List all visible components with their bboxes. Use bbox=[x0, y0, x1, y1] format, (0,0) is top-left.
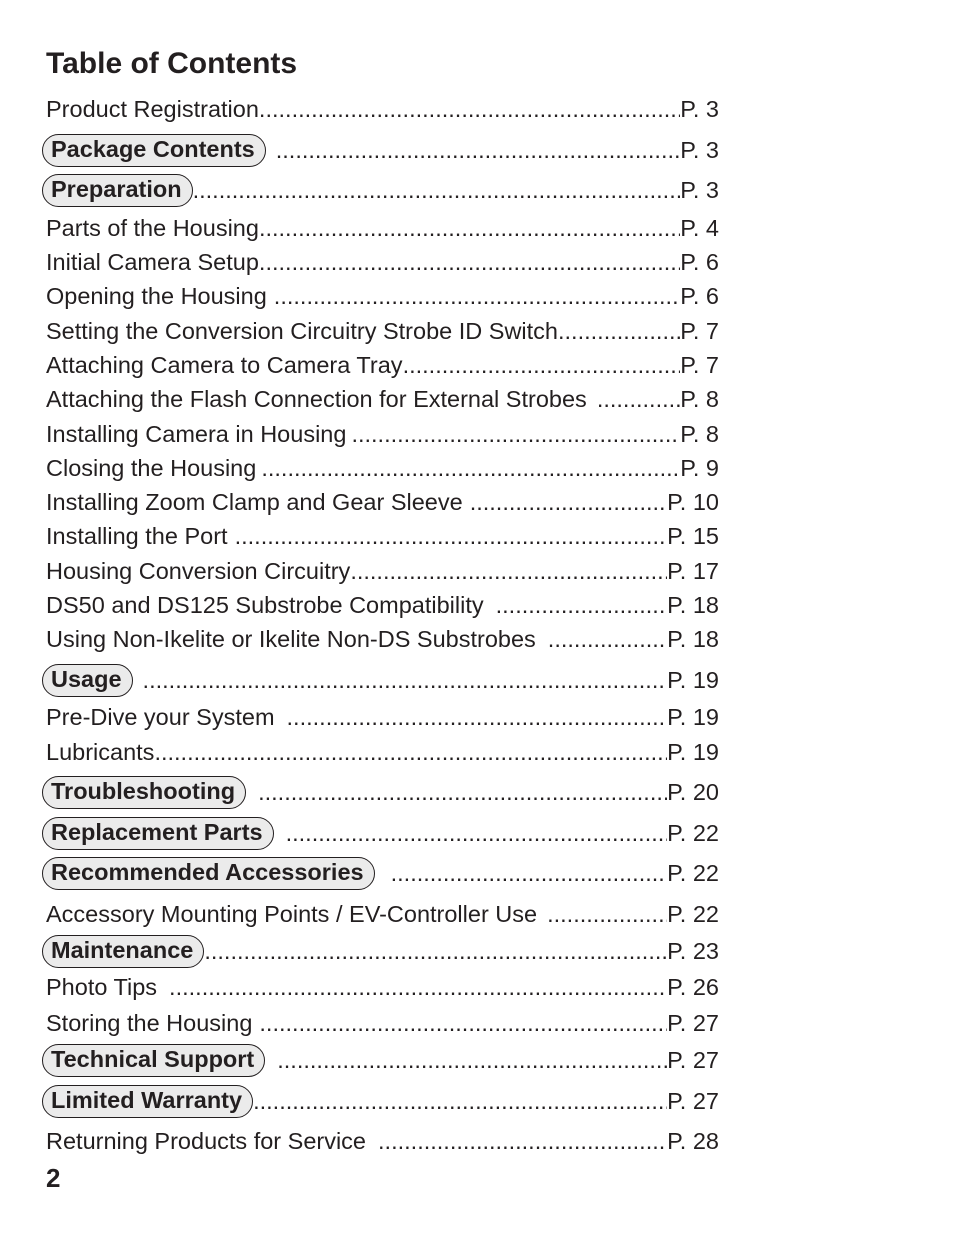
toc-entry-label: Accessory Mounting Points / EV-Controller Use bbox=[46, 900, 538, 927]
toc-entry-label: Closing the Housing bbox=[46, 454, 257, 481]
dot-leader bbox=[351, 421, 680, 448]
dot-leader bbox=[235, 523, 668, 550]
toc-entry-label: Installing Zoom Clamp and Gear Sleeve bbox=[46, 488, 463, 515]
page-number: 2 bbox=[46, 1163, 61, 1193]
toc-entry-page: P. 3 bbox=[680, 95, 719, 122]
toc-entry-lubricants[interactable] bbox=[46, 736, 719, 768]
toc-entry-page: P. 4 bbox=[680, 214, 719, 241]
dot-leader bbox=[470, 489, 667, 516]
toc-entry-page: P. 9 bbox=[680, 454, 719, 481]
toc-entry-label: Returning Products for Service bbox=[46, 1127, 367, 1154]
toc-entry-page: P. 10 bbox=[667, 488, 719, 515]
dot-leader bbox=[258, 779, 667, 806]
toc-entry-page: P. 23 bbox=[667, 937, 719, 964]
toc-entry-parts-of-the-housing[interactable] bbox=[46, 212, 719, 244]
dot-leader bbox=[287, 704, 668, 731]
toc-entry-installing-the-port[interactable] bbox=[46, 520, 719, 552]
toc-entry-page: P. 27 bbox=[667, 1046, 719, 1073]
toc-entry-storing-the-housing[interactable] bbox=[46, 1007, 719, 1039]
toc-entry-label: Attaching Camera to Camera Tray bbox=[46, 351, 403, 378]
dot-leader bbox=[253, 1088, 667, 1115]
toc-entry-page: P. 8 bbox=[680, 385, 719, 412]
toc-section-troubleshooting[interactable] bbox=[46, 776, 719, 808]
toc-section-usage[interactable] bbox=[46, 664, 719, 696]
toc-section-badge: Recommended Accessories bbox=[42, 857, 375, 890]
toc-entry-page: P. 22 bbox=[667, 859, 719, 886]
toc-section-replacement-parts[interactable] bbox=[46, 817, 719, 849]
toc-entry-page: P. 7 bbox=[680, 351, 719, 378]
toc-entry-page: P. 27 bbox=[667, 1009, 719, 1036]
dot-leader bbox=[548, 626, 667, 653]
dot-leader bbox=[193, 177, 681, 204]
dot-leader bbox=[259, 215, 680, 242]
toc-entry-page: P. 6 bbox=[680, 282, 719, 309]
toc-entry-page: P. 3 bbox=[680, 136, 719, 163]
toc-entry-label: Attaching the Flash Connection for External Strobes bbox=[46, 385, 587, 412]
toc-entry-installing-camera[interactable] bbox=[46, 418, 719, 450]
toc-section-technical-support[interactable] bbox=[46, 1044, 719, 1076]
page-title: Table of Contents bbox=[46, 47, 298, 80]
dot-leader bbox=[154, 739, 667, 766]
toc-entry-label: Photo Tips bbox=[46, 973, 158, 1000]
toc-entry-label: Setting the Conversion Circuitry Strobe ID Switch bbox=[46, 317, 558, 344]
toc-entry-page: P. 8 bbox=[680, 420, 719, 447]
toc-entry-label: Parts of the Housing bbox=[46, 214, 259, 241]
dot-leader bbox=[558, 318, 680, 345]
toc-entry-page: P. 6 bbox=[680, 248, 719, 275]
dot-leader bbox=[350, 558, 667, 585]
dot-leader bbox=[204, 938, 667, 965]
toc-entry-flash-connection[interactable] bbox=[46, 383, 719, 415]
toc-entry-label: Installing Camera in Housing bbox=[46, 420, 347, 447]
toc-entry-page: P. 22 bbox=[667, 819, 719, 846]
toc-entry-label: Product Registration bbox=[46, 95, 259, 122]
dot-leader bbox=[378, 1128, 667, 1155]
toc-section-badge: Limited Warranty bbox=[42, 1085, 253, 1118]
toc-section-preparation[interactable] bbox=[46, 174, 719, 206]
toc-entry-page: P. 28 bbox=[667, 1127, 719, 1154]
toc-section-badge: Maintenance bbox=[42, 935, 204, 968]
dot-leader bbox=[276, 137, 680, 164]
toc-entry-page: P. 17 bbox=[667, 557, 719, 584]
toc-entry-page: P. 26 bbox=[667, 973, 719, 1000]
dot-leader bbox=[277, 1047, 667, 1074]
dot-leader bbox=[597, 386, 680, 413]
toc-section-badge: Usage bbox=[42, 664, 133, 697]
toc-entry-photo-tips[interactable] bbox=[46, 971, 719, 1003]
toc-entry-strobe-id-switch[interactable] bbox=[46, 315, 719, 347]
toc-entry-page: P. 19 bbox=[667, 738, 719, 765]
dot-leader bbox=[143, 667, 668, 694]
toc-entry-label: Opening the Housing bbox=[46, 282, 267, 309]
toc-entry-attaching-camera-to-tray[interactable] bbox=[46, 349, 719, 381]
dot-leader bbox=[261, 455, 680, 482]
toc-entry-label: DS50 and DS125 Substrobe Compatibility bbox=[46, 591, 484, 618]
toc-entry-label: Using Non-Ikelite or Ikelite Non-DS Substrobes bbox=[46, 625, 536, 652]
toc-entry-label: Pre-Dive your System bbox=[46, 703, 275, 730]
toc-entry-zoom-clamp[interactable] bbox=[46, 486, 719, 518]
dot-leader bbox=[391, 860, 668, 887]
dot-leader bbox=[286, 820, 668, 847]
toc-section-package-contents[interactable] bbox=[46, 134, 719, 166]
toc-entry-pre-dive[interactable] bbox=[46, 701, 719, 733]
toc-entry-conversion-circuitry[interactable] bbox=[46, 555, 719, 587]
toc-entry-label: Storing the Housing bbox=[46, 1009, 253, 1036]
toc-entry-initial-camera-setup[interactable] bbox=[46, 246, 719, 278]
dot-leader bbox=[496, 592, 668, 619]
toc-section-badge: Replacement Parts bbox=[42, 817, 274, 850]
toc-section-badge: Preparation bbox=[42, 174, 193, 207]
toc-entry-page: P. 22 bbox=[667, 900, 719, 927]
toc-entry-label: Installing the Port bbox=[46, 522, 228, 549]
toc-entry-page: P. 7 bbox=[680, 317, 719, 344]
toc-section-badge: Troubleshooting bbox=[42, 776, 246, 809]
toc-entry-page: P. 18 bbox=[667, 591, 719, 618]
dot-leader bbox=[547, 901, 667, 928]
toc-section-maintenance[interactable] bbox=[46, 935, 719, 967]
toc-entry-page: P. 3 bbox=[680, 176, 719, 203]
toc-entry-page: P. 27 bbox=[667, 1087, 719, 1114]
toc-entry-label: Housing Conversion Circuitry bbox=[46, 557, 351, 584]
dot-leader bbox=[403, 352, 681, 379]
toc-entry-page: P. 18 bbox=[667, 625, 719, 652]
toc-entry-label: Initial Camera Setup bbox=[46, 248, 259, 275]
toc-entry-non-ds-substrobes[interactable] bbox=[46, 623, 719, 655]
toc-entry-product-registration[interactable] bbox=[46, 93, 719, 125]
dot-leader bbox=[169, 974, 667, 1001]
toc-entry-closing-the-housing[interactable] bbox=[46, 452, 719, 484]
toc-section-badge: Technical Support bbox=[42, 1044, 265, 1077]
toc-entry-page: P. 20 bbox=[667, 778, 719, 805]
toc-entry-page: P. 15 bbox=[667, 522, 719, 549]
toc-entry-label: Lubricants bbox=[46, 738, 155, 765]
toc-section-recommended-accessories[interactable] bbox=[46, 857, 719, 889]
dot-leader bbox=[274, 283, 680, 310]
toc-entry-accessory-mounting[interactable] bbox=[46, 898, 719, 930]
toc-entry-returning-products[interactable] bbox=[46, 1125, 719, 1157]
dot-leader bbox=[259, 96, 680, 123]
dot-leader bbox=[259, 1010, 667, 1037]
toc-entry-substrobe-compatibility[interactable] bbox=[46, 589, 719, 621]
toc-entry-opening-the-housing[interactable] bbox=[46, 280, 719, 312]
toc-section-limited-warranty[interactable] bbox=[46, 1085, 719, 1117]
toc-entry-page: P. 19 bbox=[667, 703, 719, 730]
toc-section-badge: Package Contents bbox=[42, 134, 266, 167]
dot-leader bbox=[259, 249, 680, 276]
toc-entry-page: P. 19 bbox=[667, 666, 719, 693]
